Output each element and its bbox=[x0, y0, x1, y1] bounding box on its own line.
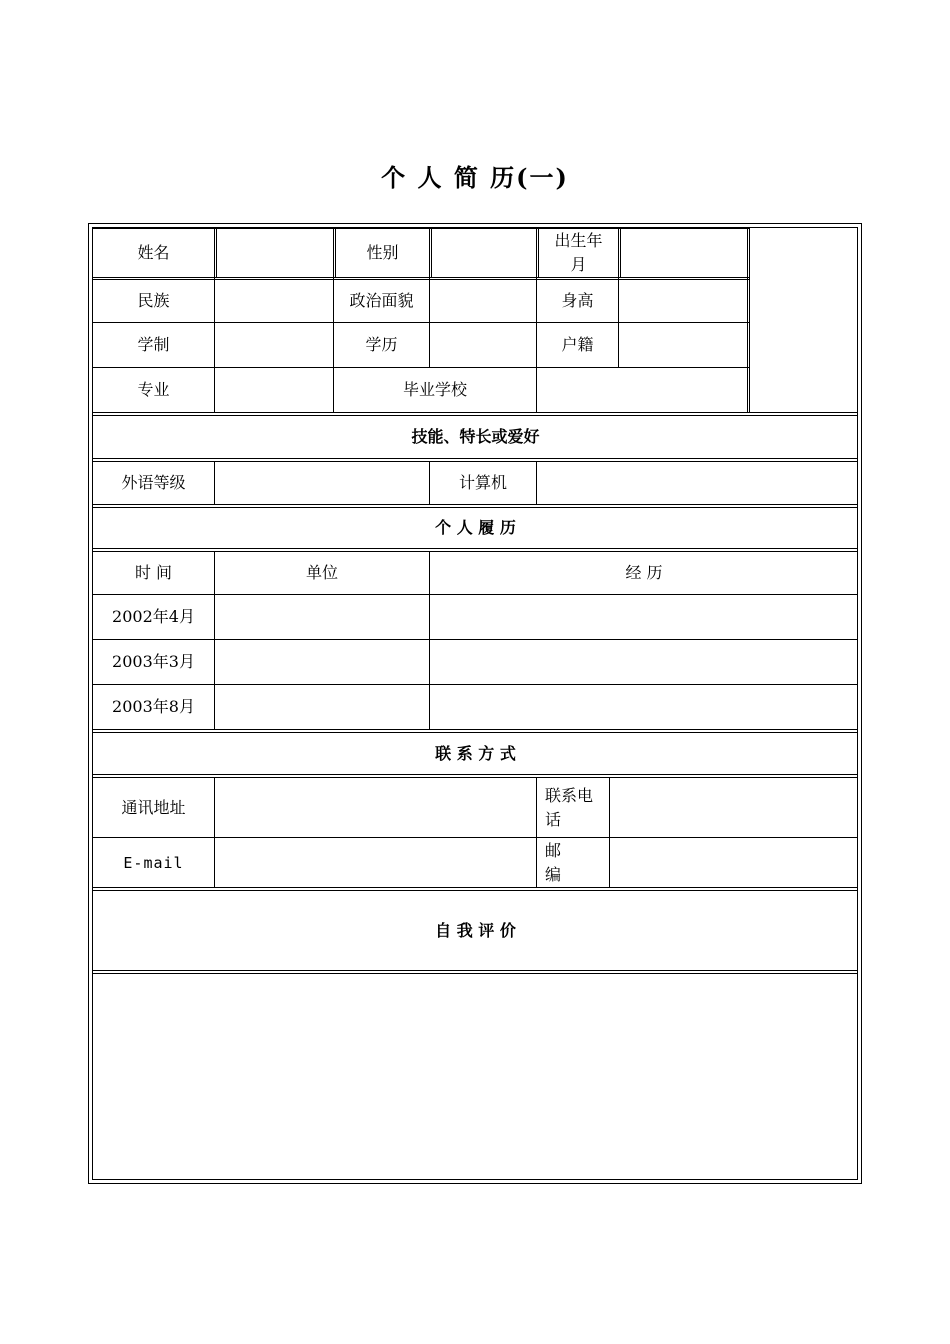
major-value-field[interactable] bbox=[215, 368, 333, 412]
evaluation-text-area[interactable] bbox=[93, 974, 858, 1180]
skills-section-title: 技能、特长或爱好 bbox=[411, 427, 540, 446]
history-time-header: 时 间 bbox=[134, 563, 173, 582]
computer-value-field[interactable] bbox=[537, 462, 858, 504]
email-label: E-mail bbox=[123, 853, 184, 872]
evaluation-section-title: 自 我 评 价 bbox=[435, 920, 516, 940]
history-row-time: 2002年4月 bbox=[112, 607, 195, 626]
history-row-experience-field[interactable] bbox=[430, 595, 858, 639]
ethnicity-value-field[interactable] bbox=[215, 280, 333, 322]
history-row-unit-field[interactable] bbox=[215, 685, 429, 729]
history-row-unit-field[interactable] bbox=[215, 640, 429, 684]
schooling-value-field[interactable] bbox=[215, 323, 333, 367]
education-label: 学历 bbox=[365, 335, 398, 354]
history-row-experience-field[interactable] bbox=[430, 685, 858, 729]
schooling-label: 学制 bbox=[137, 335, 170, 354]
height-value-field[interactable] bbox=[619, 280, 747, 322]
school-label: 毕业学校 bbox=[402, 380, 467, 399]
school-value-field[interactable] bbox=[537, 368, 747, 412]
household-value-field[interactable] bbox=[619, 323, 747, 367]
political-status-label: 政治面貌 bbox=[349, 291, 414, 310]
ethnicity-label: 民族 bbox=[137, 291, 170, 310]
computer-label: 计算机 bbox=[458, 473, 507, 492]
birth-date-label: 出生年月 bbox=[554, 231, 603, 274]
name-value-field[interactable] bbox=[217, 229, 333, 277]
email-value-field[interactable] bbox=[215, 838, 536, 887]
political-status-value-field[interactable] bbox=[430, 280, 536, 322]
language-level-label: 外语等级 bbox=[121, 473, 186, 492]
address-value-field[interactable] bbox=[215, 778, 536, 837]
page-title: 个 人 简 历(一) bbox=[381, 163, 569, 192]
major-label: 专业 bbox=[137, 380, 170, 399]
history-unit-header: 单位 bbox=[305, 563, 338, 582]
address-label: 通讯地址 bbox=[121, 797, 186, 817]
name-label: 姓名 bbox=[137, 243, 170, 262]
gender-value-field[interactable] bbox=[432, 229, 536, 277]
history-row-time: 2003年3月 bbox=[112, 652, 195, 671]
postcode-value-field[interactable] bbox=[610, 838, 858, 887]
height-label: 身高 bbox=[561, 291, 594, 310]
postcode-label: 邮编 bbox=[545, 840, 562, 884]
language-level-value-field[interactable] bbox=[215, 462, 429, 504]
history-row-unit-field[interactable] bbox=[215, 595, 429, 639]
history-row-time: 2003年8月 bbox=[112, 697, 195, 716]
contact-section-title: 联 系 方 式 bbox=[435, 743, 516, 763]
history-section-title: 个 人 履 历 bbox=[435, 518, 516, 537]
phone-label: 联系电话 bbox=[545, 785, 594, 829]
phone-value-field[interactable] bbox=[610, 778, 858, 837]
history-experience-header: 经 历 bbox=[625, 563, 663, 582]
photo-area[interactable] bbox=[750, 229, 858, 412]
birth-date-value-field[interactable] bbox=[621, 229, 747, 277]
household-label: 户籍 bbox=[561, 335, 594, 354]
gender-label: 性别 bbox=[366, 243, 399, 262]
education-value-field[interactable] bbox=[430, 323, 536, 367]
history-row-experience-field[interactable] bbox=[430, 640, 858, 684]
